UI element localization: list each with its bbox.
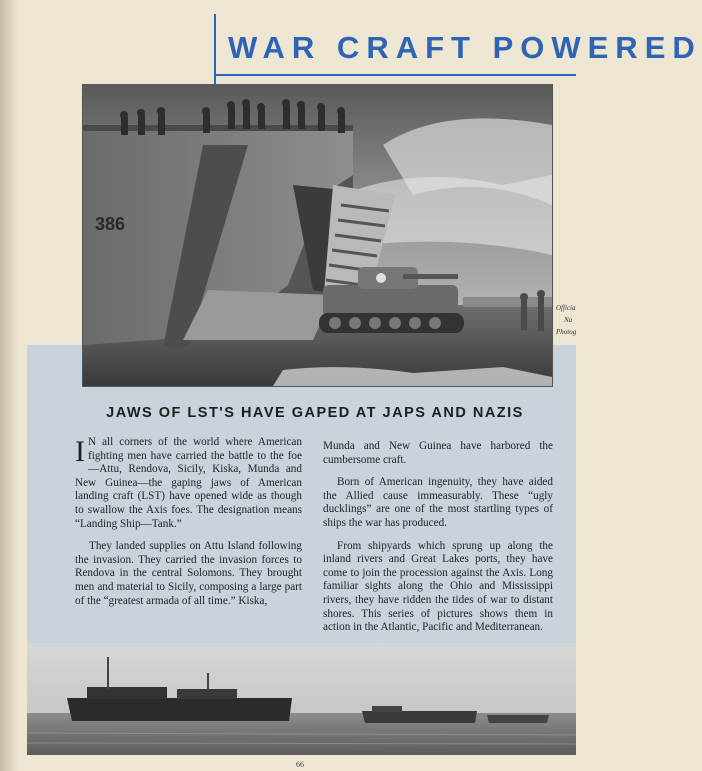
paragraph: From shipyards which sprung up along the inland rivers and Great Lakes ports, they have come to join the procession against the Axis. Long familiar sights along the Ohio and Mississippi rivers, they have ridden the tides of war to distant shores. This series of pictures shows them in action in the Atlantic, Pacific and Mediterranean. [323,539,553,634]
page-number: 66 [296,760,304,769]
paragraph: Born of American ingenuity, they have aided the Allied cause immeasurably. These “ugly ducklings” are one of the most startling types of ships the war has produced. [323,476,553,529]
paragraph [75,436,302,531]
paragraph-text: N all corners of the world where American fighting men have carried the battle to the foe—Attu, Rendova, Sicily, Kiska, Munda and New Guinea—the gaping jaws of American landing craft (LST) have opened wide as though to swallow the Axis foes. The designation means “Landing Ship—Tank.” [75,436,302,530]
photo-credit [556,302,586,338]
header-rule-horizontal [214,74,576,76]
header-rule-vertical [214,14,216,89]
drop-cap: I [75,435,85,468]
paragraph: Munda and New Guinea have harbored the cumbersome craft. [323,440,553,466]
article-title: JAWS OF LST'S HAVE GAPED AT JAPS AND NAZIS [106,405,524,421]
hull-number: 386 [95,214,126,234]
paragraph: They landed supplies on Attu Island following the invasion. They carried the invasion forces to Rendova in the central Solomons. They brought men and material to Sicily, composing a large part of the “greatest armada of all time.” Kiska, [75,540,302,607]
convoy-photo [27,643,576,755]
page-gutter-shadow [0,0,18,771]
credit-line: Photog [556,328,577,336]
credit-line: Officia [556,304,576,312]
page-headline: WAR CRAFT POWERED [228,30,702,65]
article-column-right [323,440,553,644]
credit-line: Na [564,316,573,324]
lst-landing-photo [82,84,553,387]
article-column-left [75,436,302,617]
